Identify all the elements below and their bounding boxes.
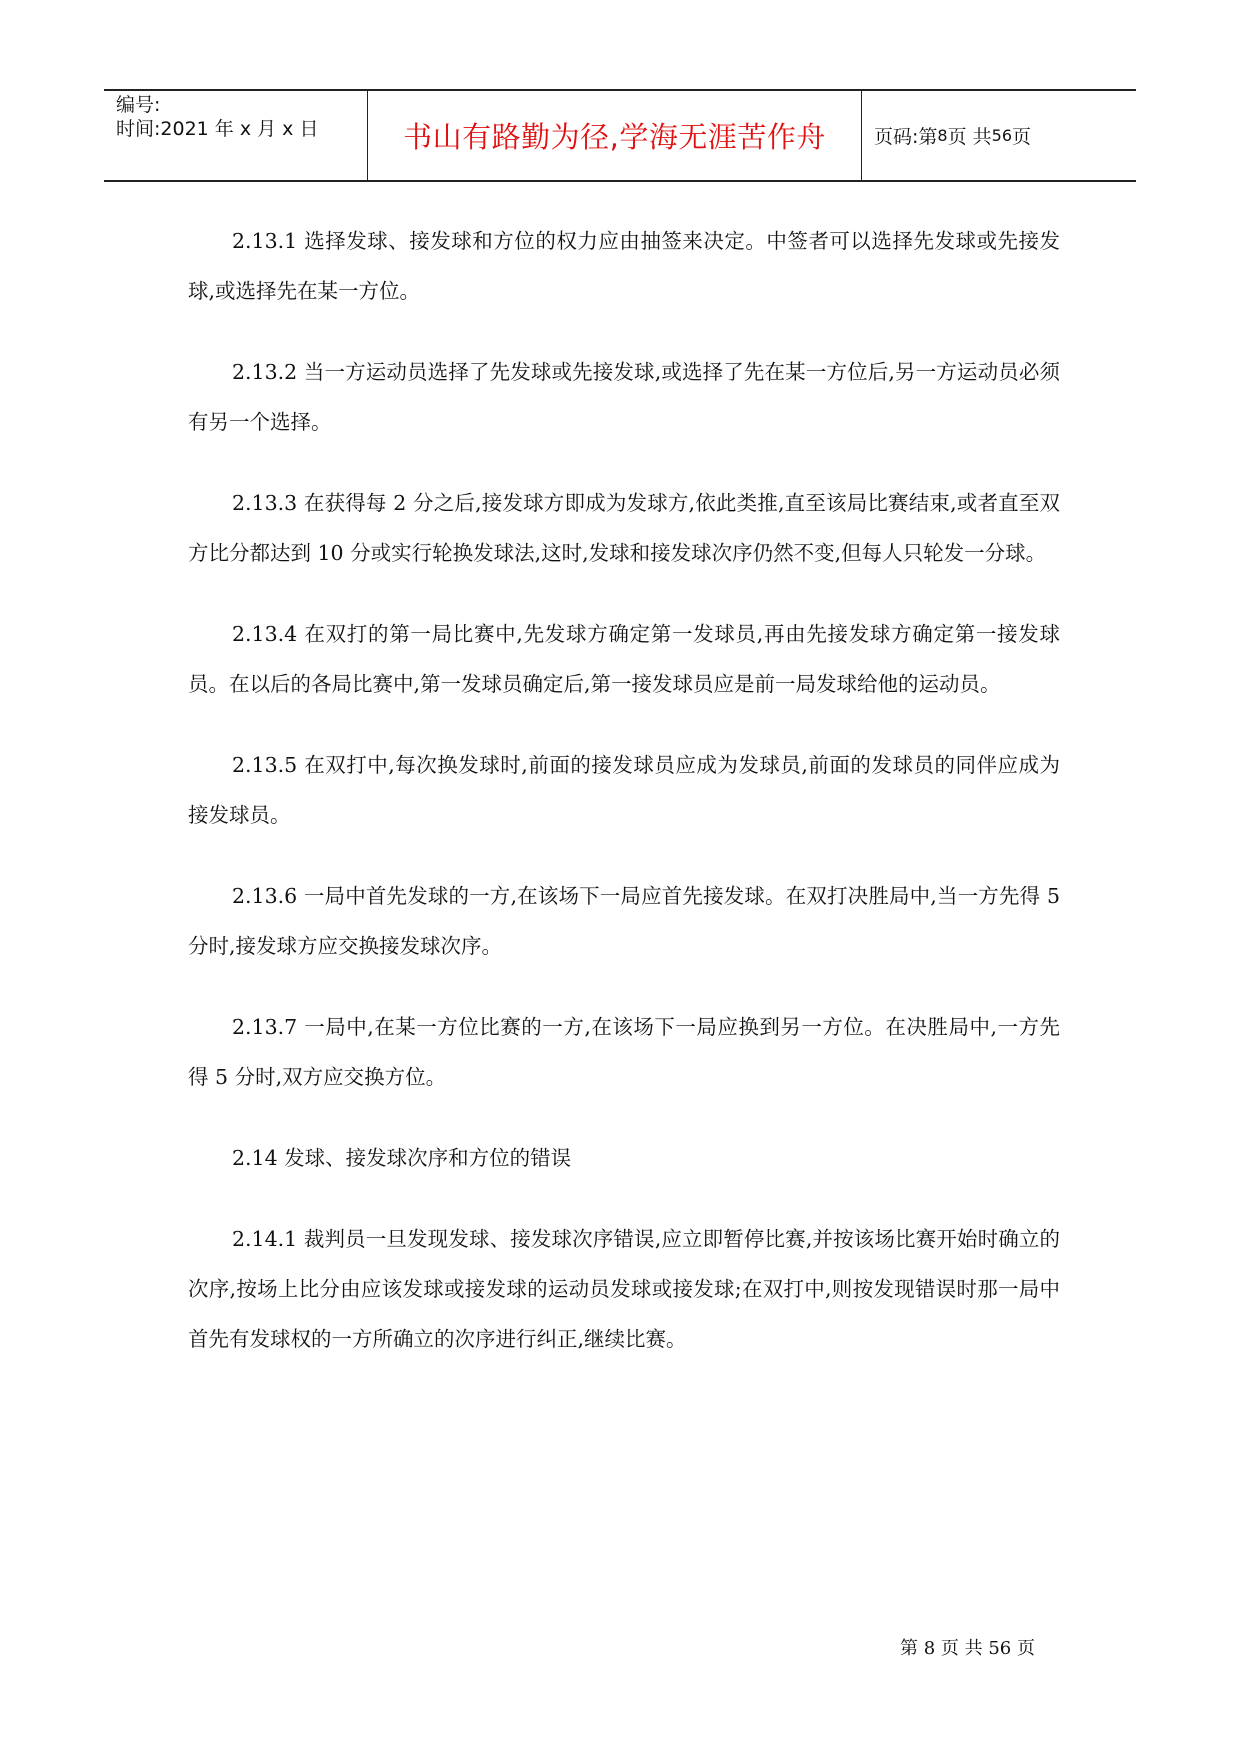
paragraph-2-13-6: 2.13.6 一局中首先发球的一方,在该场下一局应首先接发球。在双打决胜局中,当一方先得 5 分时,接发球方应交换接发球次序。	[188, 884, 1060, 958]
paragraph-2-13-5: 2.13.5 在双打中,每次换发球时,前面的接发球员应成为发球员,前面的发球员的同伴应成为接发球员。	[188, 753, 1060, 827]
document-body	[188, 216, 1060, 1364]
time-label: 时间:2021 年 x 月 x 日	[116, 118, 319, 140]
page-current: 8	[937, 126, 948, 145]
header-page-info	[862, 91, 1136, 180]
page-prefix: 页码:第	[874, 126, 938, 148]
paragraph-2-14-1: 2.14.1 裁判员一旦发现发球、接发球次序错误,应立即暂停比赛,并按该场比赛开始时确立的次序,按场上比分由应该发球或接发球的运动员发球或接发球;在双打中,则按发现错误时那一局中首先有发球权的一方所确立的次序进行纠正,继续比赛。	[188, 1227, 1060, 1351]
paragraph-2-13-3: 2.13.3 在获得每 2 分之后,接发球方即成为发球方,依此类推,直至该局比赛结束,或者直至双方比分都达到 10 分或实行轮换发球法,这时,发球和接发球次序仍然不变,但每人只轮发一分球。	[188, 491, 1060, 565]
section-heading-2-14: 2.14 发球、接发球次序和方位的错误	[232, 1146, 572, 1170]
page-suffix: 页	[1012, 126, 1032, 148]
page-mid: 页 共	[947, 126, 992, 148]
page-total: 56	[991, 126, 1012, 145]
paragraph-2-13-2: 2.13.2 当一方运动员选择了先发球或先接发球,或选择了先在某一方位后,另一方运动员必须有另一个选择。	[188, 360, 1060, 434]
header-meta-cell	[104, 91, 368, 180]
paragraph-2-13-4: 2.13.4 在双打的第一局比赛中,先发球方确定第一发球员,再由先接发球方确定第一接发球员。在以后的各局比赛中,第一发球员确定后,第一接发球员应是前一局发球给他的运动员。	[188, 622, 1060, 696]
paragraph-2-13-7: 2.13.7 一局中,在某一方位比赛的一方,在该场下一局应换到另一方位。在决胜局中,一方先得 5 分时,双方应交换方位。	[188, 1015, 1060, 1089]
doc-number-label: 编号:	[116, 94, 161, 116]
page-footer: 第 8 页 共 56 页	[900, 1638, 1035, 1659]
header-slogan: 书山有路勤为径,学海无涯苦作舟	[368, 91, 862, 180]
page-header	[104, 89, 1136, 182]
paragraph-2-13-1: 2.13.1 选择发球、接发球和方位的权力应由抽签来决定。中签者可以选择先发球或先接发球,或选择先在某一方位。	[188, 229, 1060, 303]
